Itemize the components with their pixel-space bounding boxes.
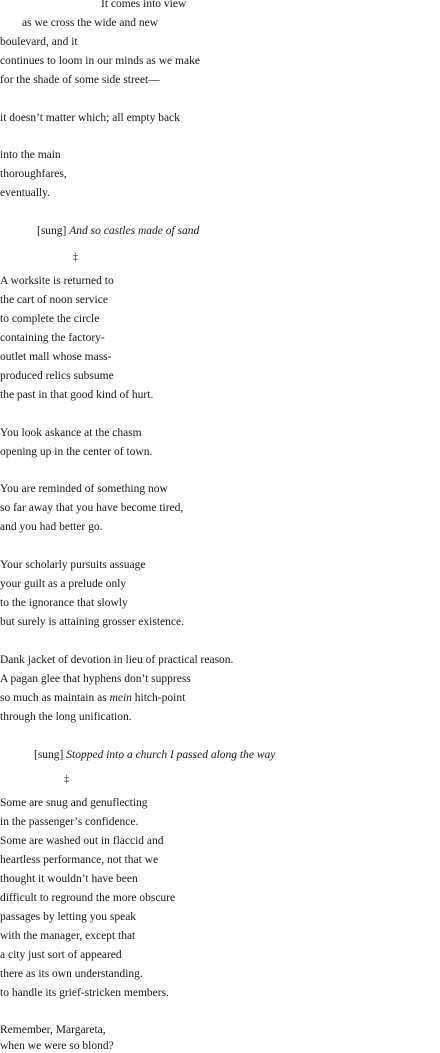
poem-line: it doesn’t matter which; all empty back [0, 112, 180, 124]
poem-line: boulevard, and it [0, 36, 78, 48]
sung-line [37, 224, 199, 238]
poem-line: for the shade of some side street— [0, 74, 160, 86]
sung-line [34, 748, 275, 762]
poem-line: Dank jacket of devotion in lieu of practical reason. [0, 654, 234, 666]
poem-line: when we were so blond? [0, 1040, 114, 1052]
poem-line: outlet mall whose mass- [0, 351, 112, 363]
poem-line: produced relics subsume [0, 370, 114, 382]
poem-line: in the passenger’s confidence. [0, 816, 139, 828]
line-text: so much as maintain as [0, 692, 110, 704]
section-separator: ‡ [73, 252, 78, 263]
poem-line: into the main [0, 149, 61, 161]
poem-line: as we cross the wide and new [22, 17, 159, 29]
poem-line: Your scholarly pursuits assuage [0, 559, 146, 571]
poem-line: the past in that good kind of hurt. [0, 389, 154, 401]
poem-line: the cart of noon service [0, 294, 108, 306]
poem-line: passages by letting you speak [0, 911, 137, 923]
poem-line [0, 691, 185, 705]
poem-line: heartless performance, not that we [0, 854, 159, 866]
poem-line: to complete the circle [0, 313, 100, 325]
poem-line: to handle its grief-stricken members. [0, 987, 169, 999]
poem-line: containing the factory- [0, 332, 105, 344]
sung-tag: [sung] [34, 749, 64, 761]
poem-line: It comes into view [101, 0, 187, 10]
poem-line: your guilt as a prelude only [0, 578, 127, 590]
sung-lyric: Stopped into a church I passed along the way [66, 749, 276, 761]
poem-line: thought it wouldn’t have been [0, 873, 138, 885]
sung-tag: [sung] [37, 225, 67, 237]
poem-line: to the ignorance that slowly [0, 597, 128, 609]
poem-line: a city just sort of appeared [0, 949, 122, 961]
poem-line: with the manager, except that [0, 930, 136, 942]
poem-line: A pagan glee that hyphens don’t suppress [0, 673, 191, 685]
poem-line: You are reminded of something now [0, 483, 168, 495]
poem-line: continues to loom in our minds as we make [0, 55, 200, 67]
line-text: hitch-point [131, 692, 186, 704]
poem-line: Some are snug and genuflecting [0, 797, 148, 809]
poem-line: through the long unification. [0, 711, 132, 723]
section-separator: ‡ [64, 774, 69, 785]
poem-line: difficult to reground the more obscure [0, 892, 176, 904]
poem-line: and you had better go. [0, 521, 103, 533]
italic-word: mein [109, 692, 132, 704]
poem-line: You look askance at the chasm [0, 427, 142, 439]
poem-line: there as its own understanding. [0, 968, 143, 980]
poem-line: but surely is attaining grosser existence. [0, 616, 184, 628]
poem-line: A worksite is returned to [0, 275, 114, 287]
poem-line: Some are washed out in flaccid and [0, 835, 164, 847]
poem-line: eventually. [0, 187, 51, 199]
poem-line: Remember, Margareta, [0, 1024, 106, 1036]
poem-line: so far away that you have become tired, [0, 502, 184, 514]
sung-lyric: And so castles made of sand [69, 225, 200, 237]
poem-line: opening up in the center of town. [0, 446, 153, 458]
poem-line: thoroughfares, [0, 168, 67, 180]
